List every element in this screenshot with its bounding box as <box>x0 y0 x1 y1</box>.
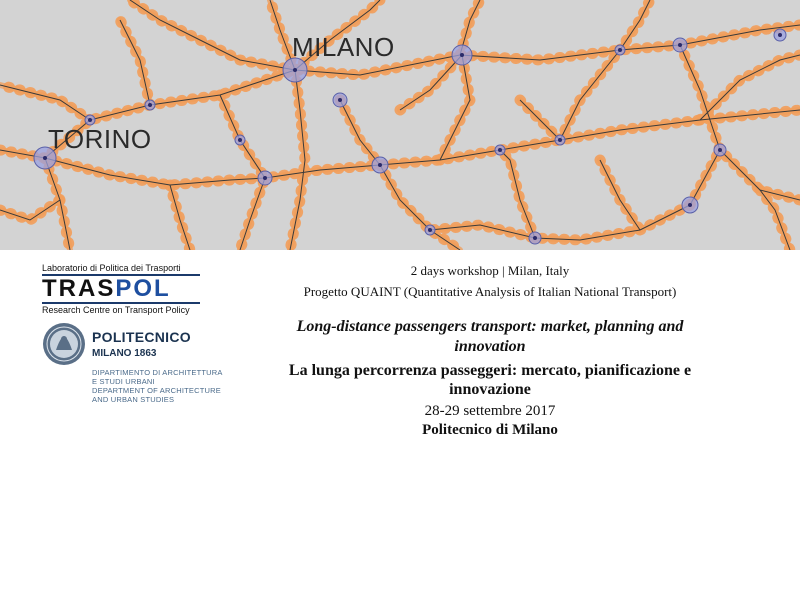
traspol-wordmark-accent: POL <box>115 275 171 302</box>
traspol-wordmark <box>42 276 200 302</box>
polimi-dept-it-2: E STUDI URBANI <box>92 377 155 386</box>
workshop-line: 2 days workshop | Milan, Italy <box>410 263 570 278</box>
event-venue: Politecnico di Milano <box>422 422 558 438</box>
title-italian: La lunga percorrenza passeggeri: mercato, pianificazione e innovazione <box>288 362 692 398</box>
event-dates: 28-29 settembre 2017 <box>424 403 556 419</box>
title-english: Long-distance passengers transport: market, planning and innovation <box>296 318 684 355</box>
polimi-dept-en-1: DEPARTMENT OF ARCHITECTURE <box>92 386 221 395</box>
traspol-lab-name: Laboratorio di Politica dei Trasporti <box>42 263 200 276</box>
traspol-logo <box>42 263 200 315</box>
polimi-dept-it-1: DIPARTIMENTO DI ARCHITETTURA <box>92 368 223 377</box>
city-label-torino: TORINO <box>48 124 152 154</box>
rail-network-map <box>0 0 800 250</box>
traspol-wordmark-main: TRAS <box>42 275 116 302</box>
city-label-milano: MILANO <box>292 32 395 62</box>
polimi-year-line: MILANO 1863 <box>92 348 157 359</box>
polimi-name: POLITECNICO <box>92 329 191 345</box>
polimi-seal-icon <box>42 322 86 366</box>
traspol-centre-name: Research Centre on Transport Policy <box>42 302 200 315</box>
project-line: Progetto QUAINT (Quantitative Analysis of Italian National Transport) <box>303 284 677 299</box>
polimi-department <box>92 368 252 404</box>
polimi-dept-en-2: AND URBAN STUDIES <box>92 395 175 404</box>
event-info <box>250 262 730 440</box>
